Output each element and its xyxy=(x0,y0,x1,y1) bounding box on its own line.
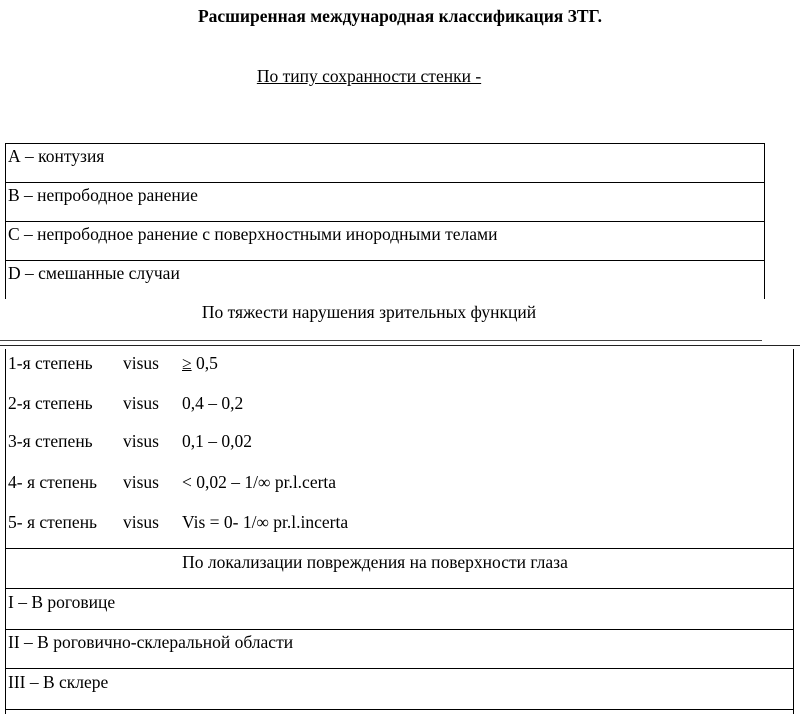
divider xyxy=(6,709,793,710)
list-item: I – В роговице xyxy=(8,592,116,612)
divider xyxy=(6,668,793,669)
section-wall-heading: По типу сохранности стенки - xyxy=(256,66,482,86)
divider xyxy=(6,548,793,549)
list-item: III – В склере xyxy=(8,672,109,692)
table-row: В – непрободное ранение xyxy=(6,183,764,222)
table-row: D – смешанные случаи xyxy=(8,263,180,283)
table-row: А – контузия xyxy=(6,144,764,183)
section-location-heading: По локализации повреждения на поверхности глаза xyxy=(182,552,568,572)
list-item: II – В роговично-склеральной области xyxy=(8,632,294,652)
wall-type-table xyxy=(5,143,765,299)
divider xyxy=(6,629,793,630)
divider xyxy=(0,340,762,341)
classification-table: 1-я степень visus ≥ 0,5 2-я степень visus 0,4 – 0,2 3-я степень visus 0,1 – 0,02 4- я степень visus < 0,02 – 1/∞ pr.l.certa 5- я степень visus Vis = 0- 1/∞ pr.l.incerta По локализации повреждения на поверхности глаза I – В роговице II – В роговично-склеральной области III – В склере xyxy=(5,349,794,714)
divider xyxy=(6,588,793,589)
section-visual-heading: По тяжести нарушения зрительных функций xyxy=(201,302,537,322)
table-row: С – непрободное ранение с поверхностными инородными телами xyxy=(6,222,764,261)
divider xyxy=(0,345,800,346)
document-title: Расширенная международная классификация ЗТГ. xyxy=(197,6,603,26)
